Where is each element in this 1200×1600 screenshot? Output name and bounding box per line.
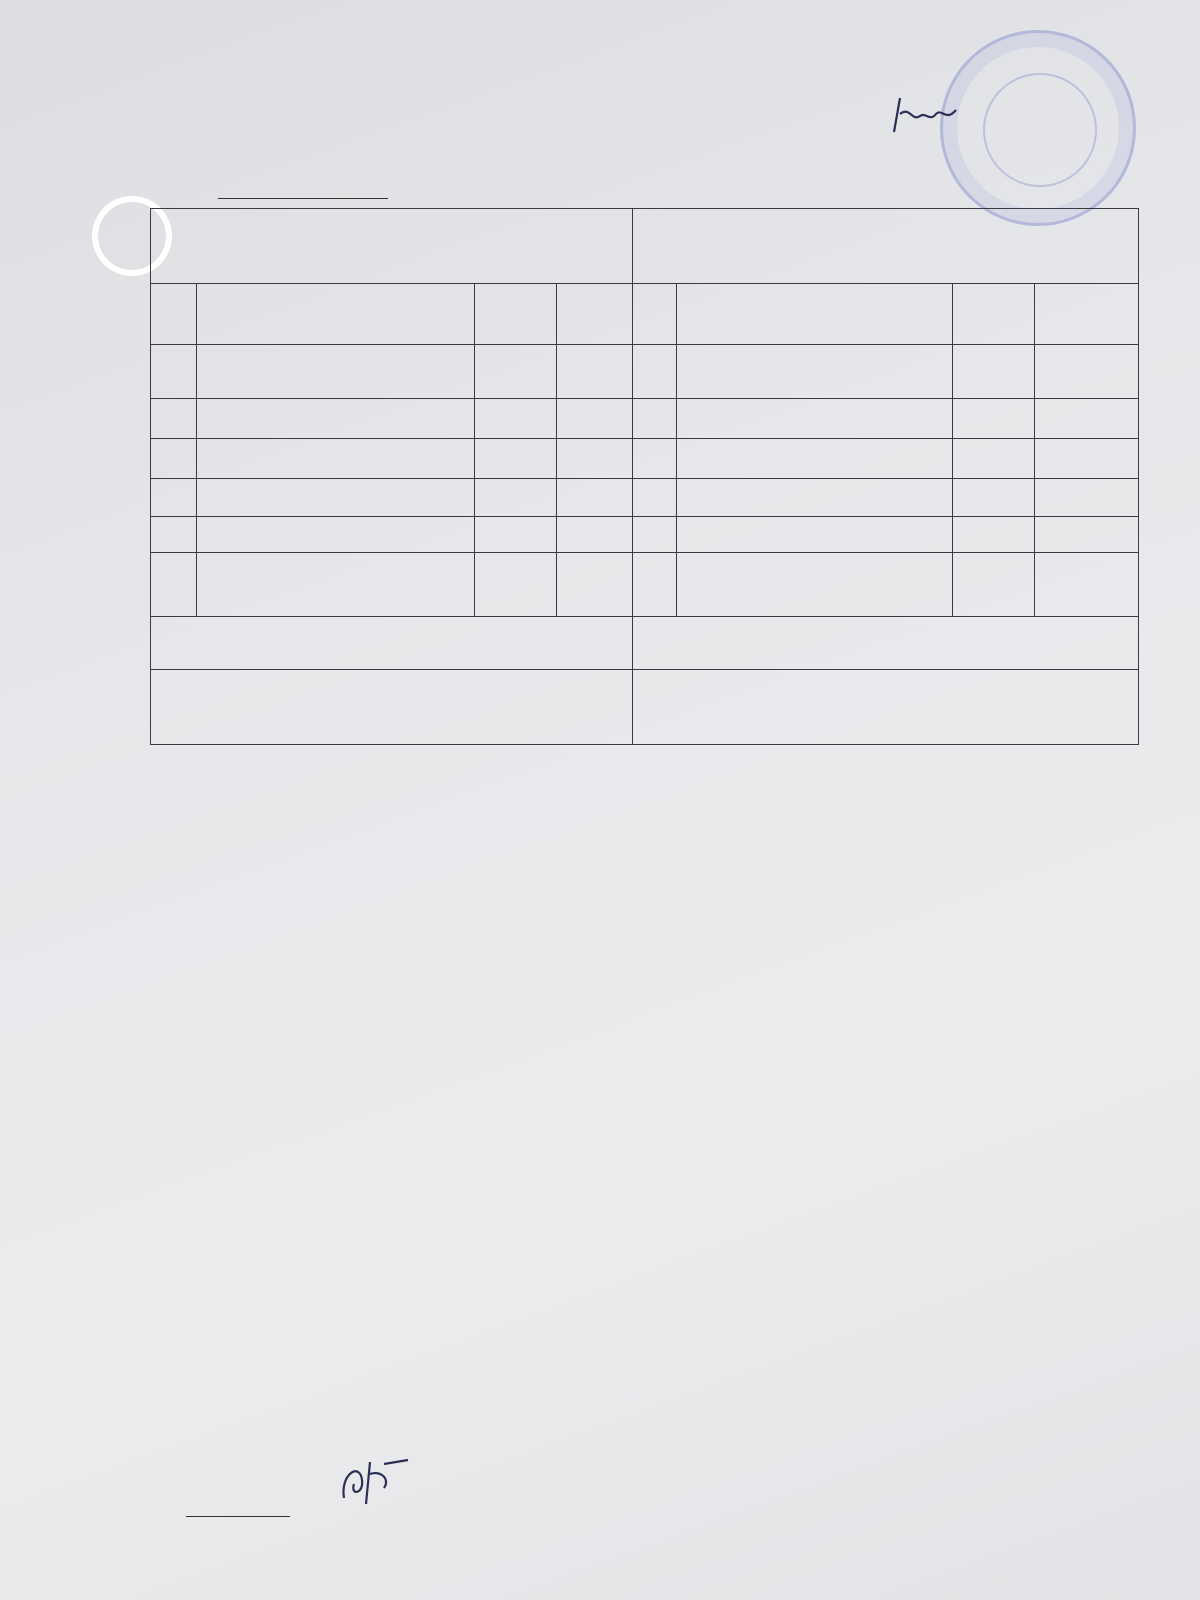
empty-cell <box>197 553 475 617</box>
table-cell <box>633 209 1139 284</box>
table-cell <box>633 479 677 517</box>
table-cell <box>475 479 557 517</box>
table-row <box>151 439 1139 479</box>
table-cell <box>633 399 677 439</box>
table-cell <box>633 617 1139 670</box>
table-cell <box>557 479 633 517</box>
empty-cell <box>633 517 677 553</box>
table-cell <box>197 345 475 399</box>
date-line <box>218 180 388 205</box>
table-cell <box>151 345 197 399</box>
table-cell <box>557 399 633 439</box>
table-cell <box>557 517 633 553</box>
table-cell <box>475 399 557 439</box>
empty-cell <box>1035 553 1139 617</box>
table-row <box>151 209 1139 284</box>
table-cell <box>151 617 633 670</box>
table-cell <box>475 345 557 399</box>
menu-table <box>150 208 1139 745</box>
table-row <box>151 345 1139 399</box>
table-cell <box>1035 345 1139 399</box>
table-cell <box>197 479 475 517</box>
date-handwritten <box>218 198 388 199</box>
table-cell <box>197 399 475 439</box>
table-row <box>151 399 1139 439</box>
table-cell <box>151 439 197 479</box>
table-cell <box>1035 479 1139 517</box>
empty-cell <box>1035 517 1139 553</box>
table-row <box>151 517 1139 553</box>
empty-cell <box>677 553 953 617</box>
table-cell <box>197 439 475 479</box>
table-row <box>151 617 1139 670</box>
table-cell <box>633 284 677 345</box>
table-row <box>151 553 1139 617</box>
table-cell <box>1035 399 1139 439</box>
table-cell <box>953 399 1035 439</box>
empty-cell <box>633 553 677 617</box>
table-cell <box>475 284 557 345</box>
table-cell <box>677 439 953 479</box>
table-cell <box>953 479 1035 517</box>
empty-cell <box>475 553 557 617</box>
table-cell <box>151 284 197 345</box>
table-cell <box>1035 284 1139 345</box>
table-cell <box>557 284 633 345</box>
table-cell <box>633 670 1139 745</box>
empty-cell <box>953 517 1035 553</box>
table-cell <box>677 345 953 399</box>
empty-cell <box>677 517 953 553</box>
manager-signature <box>330 1454 420 1514</box>
table-cell <box>633 345 677 399</box>
table-cell <box>953 284 1035 345</box>
table-cell <box>953 345 1035 399</box>
table-cell <box>151 670 633 745</box>
table-cell <box>197 517 475 553</box>
table-cell <box>633 439 677 479</box>
school-stamp <box>940 30 1136 226</box>
table-cell <box>151 517 197 553</box>
table-cell <box>677 284 953 345</box>
empty-cell <box>953 553 1035 617</box>
table-cell <box>475 439 557 479</box>
table-cell <box>197 284 475 345</box>
table-cell <box>1035 439 1139 479</box>
table-cell <box>151 209 633 284</box>
empty-cell <box>557 553 633 617</box>
table-cell <box>677 399 953 439</box>
table-cell <box>557 345 633 399</box>
table-row <box>151 670 1139 745</box>
table-cell <box>557 439 633 479</box>
empty-cell <box>151 553 197 617</box>
table-cell <box>677 479 953 517</box>
table-cell <box>151 399 197 439</box>
table-cell <box>475 517 557 553</box>
table-cell <box>151 479 197 517</box>
table-row <box>151 479 1139 517</box>
table-cell <box>953 439 1035 479</box>
footer <box>186 1492 290 1517</box>
table-row <box>151 284 1139 345</box>
director-signature <box>886 92 966 142</box>
